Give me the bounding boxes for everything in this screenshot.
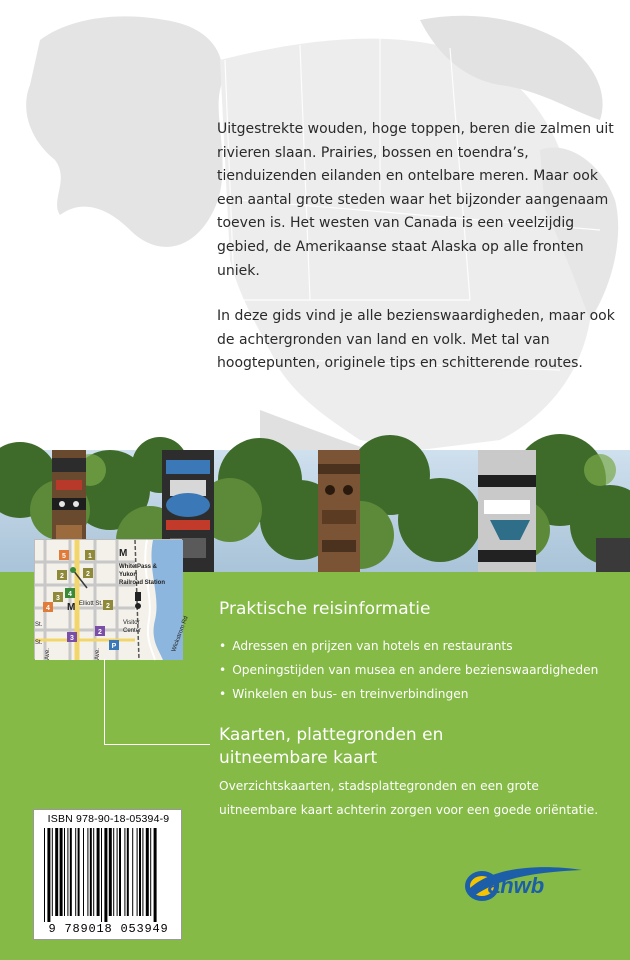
barcode-bar <box>154 828 157 922</box>
intro-section <box>0 0 630 450</box>
practical-info-heading: Praktische reisinformatie <box>219 599 431 619</box>
map-marker-1: 5 <box>62 553 66 560</box>
svg-text:M: M <box>119 548 128 559</box>
connector-line <box>104 659 105 744</box>
barcode-bar <box>75 828 76 916</box>
barcode-bar <box>139 828 141 916</box>
map-label-station: White Pass & <box>119 564 158 570</box>
city-map-inset <box>34 539 190 660</box>
intro-paragraph-1: Uitgestrekte wouden, hoge toppen, beren die zalmen uit rivieren slaan. Prairies, bossen en toendra’s, tienduizenden eilanden en ontelbare meren. Maar ook een aantal grote steden waar het bijzonder aangenaam toeven is. Het westen van Canada is een veelzijdig gebied, de Amerikaanse staat Alaska op alle fronten uniek. <box>217 121 614 279</box>
svg-text:Center: Center <box>123 628 142 634</box>
barcode-bar <box>132 828 133 916</box>
map-label-street: Elliott St. <box>79 601 103 607</box>
svg-text:3: 3 <box>56 595 60 602</box>
svg-text:M: M <box>67 602 76 613</box>
barcode <box>33 809 182 940</box>
svg-text:Railroad Station: Railroad Station <box>119 580 166 586</box>
barcode-bar <box>109 828 112 916</box>
barcode-bar <box>142 828 143 916</box>
barcode-bar <box>93 828 94 916</box>
barcode-bar <box>78 828 80 916</box>
connector-line-horizontal <box>104 744 210 745</box>
barcode-bar <box>64 828 65 916</box>
isbn-text: ISBN 978-90-18-05394-9 <box>47 813 170 825</box>
barcode-bar <box>119 828 121 916</box>
barcode-bar <box>70 828 72 916</box>
svg-text:1: 1 <box>88 553 92 560</box>
barcode-bar <box>104 828 107 922</box>
svg-text:4: 4 <box>68 591 72 598</box>
svg-text:Ave.: Ave. <box>95 648 101 660</box>
svg-text:Yukon: Yukon <box>119 572 138 578</box>
barcode-bar <box>146 828 149 916</box>
barcode-bar <box>52 828 53 916</box>
list-item: • Openingstijden van musea en andere bezienswaardigheden <box>219 658 598 682</box>
barcode-bar <box>101 828 102 922</box>
barcode-digits: 9 789018 053949 <box>48 922 169 936</box>
barcode-bar <box>124 828 125 916</box>
intro-text <box>217 118 617 398</box>
barcode-bar <box>113 828 114 916</box>
list-item: • Adressen en prijzen van hotels en restaurants <box>219 634 598 658</box>
svg-text:4: 4 <box>46 605 50 612</box>
barcode-bar <box>87 828 88 916</box>
svg-text:2: 2 <box>60 573 64 580</box>
barcode-bar <box>117 828 118 916</box>
anwb-logo <box>462 856 586 904</box>
barcode-bar <box>55 828 58 916</box>
maps-description: Overzichtskaarten, stadsplattegronden en een grote uitneembare kaart achterin zorgen voor een goede oriëntatie. <box>219 779 599 817</box>
barcode-bar <box>67 828 68 916</box>
barcode-bar <box>127 828 129 916</box>
barcode-bar <box>97 828 100 916</box>
svg-text:St.: St. <box>35 640 43 646</box>
practical-info-list <box>219 634 598 706</box>
barcode-bar <box>90 828 92 916</box>
svg-text:2: 2 <box>86 571 90 578</box>
svg-text:3: 3 <box>70 635 74 642</box>
svg-text:2: 2 <box>106 603 110 610</box>
map-label-road: Wickstrom Rd <box>171 615 190 653</box>
svg-text:2: 2 <box>98 629 102 636</box>
barcode-bar <box>137 828 138 916</box>
svg-text:Ave.: Ave. <box>45 648 51 660</box>
anwb-logo-text: anwb <box>488 873 545 898</box>
barcode-bar <box>44 828 45 922</box>
svg-text:St.: St. <box>35 622 43 628</box>
barcode-bar <box>83 828 84 916</box>
list-item: • Winkelen en bus- en treinverbindingen <box>219 682 598 706</box>
map-label-visitor: Visitor <box>123 620 140 626</box>
svg-text:P: P <box>111 643 117 650</box>
barcode-bar <box>47 828 50 922</box>
maps-heading: Kaarten, plattegronden en uitneembare kaart <box>219 725 444 768</box>
barcode-bar <box>60 828 63 916</box>
intro-paragraph-2: In deze gids vind je alle bezienswaardigheden, maar ook de achtergronden van land en volk. Met tal van hoogtepunten, originele tips en schitterende routes. <box>217 308 615 372</box>
barcode-bar <box>150 828 151 916</box>
